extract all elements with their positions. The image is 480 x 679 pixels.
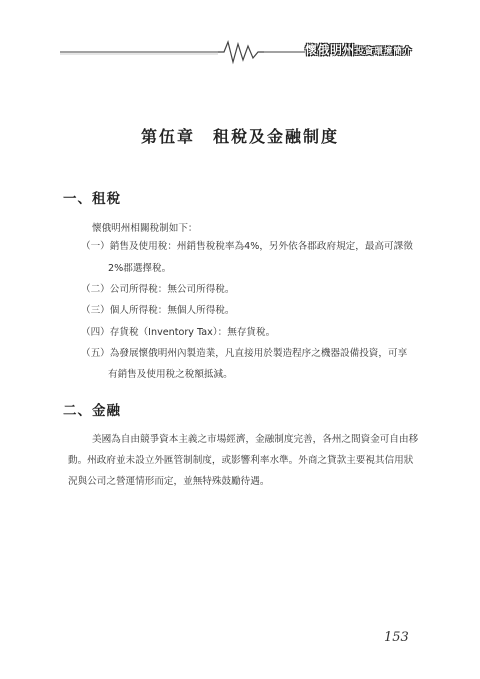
tax-intro: 懷俄明州相關稅制如下： xyxy=(92,223,198,234)
tax-item-1-line-1: （一）銷售及使用稅：州銷售稅稅率為4%，另外依各郡政府規定，最高可課徵 xyxy=(81,241,413,252)
header-title-main: 懷俄明州 xyxy=(305,43,356,57)
finance-body-line-1: 美國為自由競爭資本主義之市場經濟，金融制度完善，各州之間資金可自由移 xyxy=(92,434,419,445)
tax-item-4: （四）存貨稅（Inventory Tax）：無存貨稅。 xyxy=(81,327,276,338)
section-heading-tax: 一、租稅 xyxy=(63,191,121,207)
finance-body-line-3: 況與公司之營運情形而定，並無特殊鼓勵待遇。 xyxy=(68,476,270,487)
chapter-title: 第伍章 租稅及金融制度 xyxy=(140,127,339,146)
heartbeat-zigzag-icon xyxy=(218,42,264,62)
header-title-sub: 投資環境簡介 xyxy=(355,47,413,57)
section-heading-finance: 二、金融 xyxy=(63,403,121,419)
tax-item-5-line-1: （五）為發展懷俄明州內製造業，凡直接用於製造程序之機器設備投資，可享 xyxy=(81,348,408,359)
page-number: 153 xyxy=(384,630,409,645)
finance-body-line-2: 動。州政府並未設立外匯管制制度，或影響利率水準。外商之貸款主要視其信用狀 xyxy=(68,455,414,466)
running-header-title xyxy=(305,41,412,57)
tax-item-1-line-2: 2%郡選擇稅。 xyxy=(108,263,172,274)
tax-item-2: （二）公司所得稅：無公司所得稅。 xyxy=(81,284,235,295)
tax-item-5-line-2: 有銷售及使用稅之稅額抵減。 xyxy=(108,369,233,380)
tax-item-3: （三）個人所得稅：無個人所得稅。 xyxy=(81,305,235,316)
